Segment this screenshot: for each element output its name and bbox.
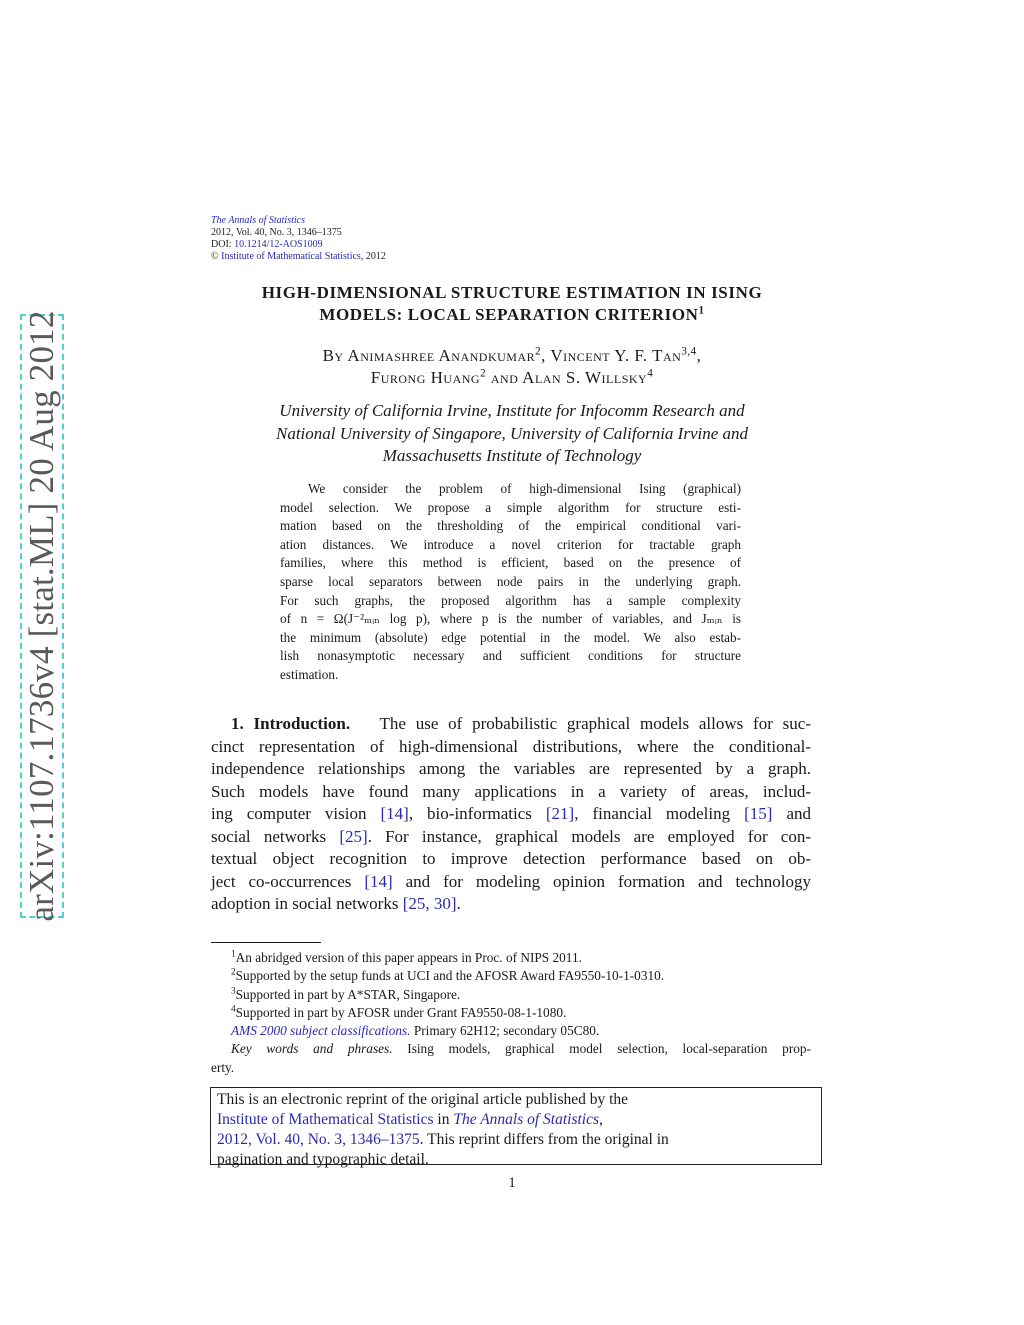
reprint-text: ,	[599, 1111, 603, 1128]
citation-link[interactable]: [15]	[744, 804, 773, 823]
journal-link[interactable]: The Annals of Statistics	[453, 1111, 600, 1128]
author-2: , Vincent Y. F. Tan	[541, 346, 682, 365]
abstract-line: the minimum (absolute) edge potential in the model. We also estab-	[280, 629, 741, 645]
footnote-mark: 2	[231, 967, 236, 978]
footnote-1	[211, 949, 811, 967]
author-4-mark: 4	[647, 367, 654, 380]
affiliation-line: Massachusetts Institute of Technology	[382, 446, 642, 465]
page-number: 1	[508, 1175, 516, 1191]
affiliation-line: University of California Irvine, Institute for Infocomm Research and	[279, 401, 745, 420]
ams-text: Primary 62H12; secondary 05C80.	[410, 1023, 600, 1039]
citation-link[interactable]: [14]	[364, 871, 393, 891]
intro-text: , financial modeling	[574, 804, 745, 823]
reprint-notice	[210, 1087, 822, 1168]
footnote-mark: 3	[231, 986, 236, 997]
paper-title	[211, 282, 813, 326]
author-1: Animashree Anandkumar	[347, 346, 536, 365]
author-4: and Alan S. Willsky	[486, 368, 648, 387]
abstract-line: model selection. We propose a simple algorithm for structure esti-	[280, 499, 741, 515]
intro-text: ject co-occurrences	[211, 871, 365, 891]
intro-line: The use of probabilistic graphical models allows for suc-	[379, 714, 812, 733]
intro-text: and	[772, 804, 812, 823]
intro-text: and for modeling opinion formation and technology	[392, 871, 811, 891]
footnotes	[211, 949, 811, 1077]
keywords-continuation: erty.	[211, 1059, 235, 1075]
intro-line: cinct representation of high-dimensional distributions, where the conditional-	[211, 736, 811, 756]
intro-text: .	[456, 894, 461, 913]
intro-text: adoption in social networks	[211, 894, 403, 913]
reprint-line: This is an electronic reprint of the original article published by the	[217, 1091, 629, 1108]
abstract-line: sparse local separators between node pairs in the underlying graph.	[280, 573, 741, 589]
intro-text: . For instance, graphical models are employed for con-	[367, 826, 812, 846]
intro-text: social networks	[211, 826, 340, 846]
abstract-line: mation based on the thresholding of the empirical conditional vari-	[280, 518, 741, 534]
by-label: By	[322, 346, 348, 365]
intro-text: , bio-informatics	[408, 804, 546, 823]
author-list	[211, 345, 813, 389]
footnote-mark: 1	[231, 949, 236, 960]
footnote-text: Supported in part by A*STAR, Singapore.	[235, 986, 461, 1002]
institute-link[interactable]: Institute of Mathematical Statistics	[221, 251, 361, 262]
abstract-line: ation distances. We introduce a novel criterion for tractable graph	[280, 536, 741, 552]
footnote-text: An abridged version of this paper appears in Proc. of NIPS 2011.	[235, 950, 582, 965]
footnote-2	[211, 967, 811, 985]
author-2-mark: 3,4	[681, 345, 697, 358]
intro-line: textual object recognition to improve detection performance based on ob-	[211, 849, 811, 868]
abstract	[280, 480, 741, 685]
ams-classification-link[interactable]: AMS 2000 subject classifications.	[231, 1023, 411, 1039]
intro-line: independence relationships among the variables are represented by a graph.	[211, 759, 811, 778]
journal-name-link[interactable]: The Annals of Statistics	[211, 215, 305, 226]
citation-link[interactable]: [25]	[339, 826, 368, 846]
author-3: Furong Huang	[370, 368, 481, 387]
footnote-text: Supported by the setup funds at UCI and the AFOSR Award FA9550-10-1-0310.	[235, 968, 665, 984]
abstract-line: lish nonasymptotic necessary and sufficient conditions for structure	[280, 648, 741, 664]
doi-prefix: DOI:	[211, 239, 235, 250]
journal-header	[211, 215, 386, 263]
abstract-line: We consider the problem of high-dimensional Ising (graphical)	[308, 481, 741, 496]
title-line-1: HIGH-DIMENSIONAL STRUCTURE ESTIMATION IN ISING	[261, 283, 763, 302]
reprint-line: pagination and typographic detail.	[217, 1151, 429, 1168]
citation-link[interactable]: [21]	[545, 804, 575, 823]
citation-link[interactable]: [25, 30]	[402, 894, 457, 913]
footnote-3	[211, 986, 811, 1004]
reprint-text: in	[433, 1111, 454, 1128]
keywords-label: Key words and phrases.	[231, 1041, 393, 1057]
keywords	[211, 1040, 811, 1058]
journal-year: , 2012	[360, 251, 386, 262]
abstract-line: families, where this method is efficient, based on the presence of	[280, 555, 741, 571]
introduction-section	[211, 713, 811, 916]
arxiv-identifier: arXiv:1107.1736v4 [stat.ML] 20 Aug 2012	[22, 310, 61, 922]
copyright-symbol: ©	[211, 251, 219, 262]
affiliation-line: National University of Singapore, University of California Irvine and	[275, 423, 749, 443]
author-1-mark: 2	[535, 345, 542, 358]
footnote-text: Supported in part by AFOSR under Grant FA9550-08-1-1080.	[235, 1004, 567, 1020]
institute-link[interactable]: Institute of Mathematical Statistics	[217, 1111, 434, 1128]
reprint-text: . This reprint differs from the original in	[419, 1131, 669, 1148]
affiliations	[211, 400, 813, 468]
intro-text: ing computer vision	[211, 804, 381, 823]
citation-link[interactable]: [14]	[380, 804, 409, 823]
author-3-mark: 2	[480, 367, 487, 380]
abstract-line: estimation.	[280, 666, 339, 682]
ams-classification	[211, 1022, 811, 1040]
abstract-line: of n = Ω(J⁻²ₘᵢₙ log p), where p is the number of variables, and Jₘᵢₙ is	[280, 611, 741, 627]
title-line-2: MODELS: LOCAL SEPARATION CRITERION	[319, 305, 699, 324]
doi-link[interactable]: 10.1214/12-AOS1009	[234, 239, 323, 250]
intro-line: Such models have found many applications in a variety of areas, includ-	[211, 781, 811, 801]
volume-link[interactable]: 2012, Vol. 40, No. 3, 1346–1375	[217, 1131, 420, 1148]
footnote-divider	[211, 942, 321, 943]
arxiv-side-stamp	[22, 310, 62, 922]
section-heading: 1. Introduction.	[231, 714, 351, 733]
journal-volume: 2012, Vol. 40, No. 3, 1346–1375	[211, 227, 342, 238]
footnote-mark: 4	[231, 1004, 236, 1015]
abstract-line: For such graphs, the proposed algorithm has a sample complexity	[280, 592, 741, 608]
footnote-4	[211, 1004, 811, 1022]
title-footnote-mark: 1	[698, 304, 705, 317]
author-separator: ,	[696, 346, 702, 365]
keywords-text: Ising models, graphical model selection, local-separation prop-	[392, 1041, 811, 1057]
